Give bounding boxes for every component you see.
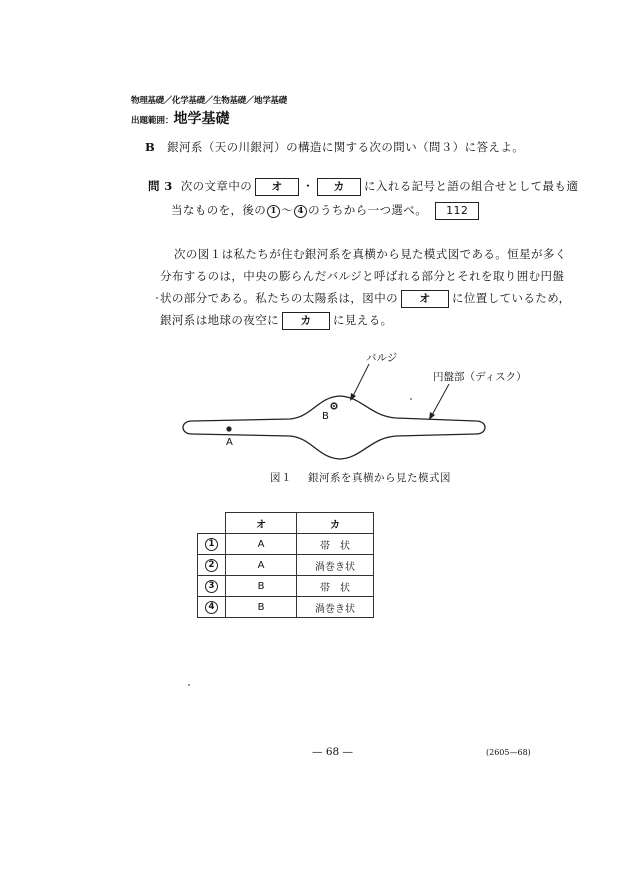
passage-text: 状の部分である。私たちの太陽系は，図中の xyxy=(160,291,398,305)
bulge-label: バルジ xyxy=(366,352,398,364)
answer-choices-table xyxy=(197,512,374,618)
figure-caption xyxy=(270,470,451,485)
document-code: (2605—68) xyxy=(486,748,531,757)
table-row[interactable] xyxy=(198,534,374,555)
answer-number-box[interactable]: 112 xyxy=(435,202,479,220)
ka-cell: 帯 状 xyxy=(297,534,374,555)
disk-arrow xyxy=(431,384,449,417)
passage-text: 銀河系は地球の夜空に xyxy=(160,313,279,327)
blank-o: オ xyxy=(401,290,449,308)
passage-line: 分布するのは，中央の膨らんだバルジと呼ばれる部分とそれを取り囲む円盤 xyxy=(160,269,565,283)
disk-label: 円盤部（ディスク） xyxy=(433,371,527,383)
passage-text: に位置しているため， xyxy=(452,291,571,305)
choice-number-icon: 1 xyxy=(205,538,218,551)
o-cell: B xyxy=(226,597,297,618)
choice-cell[interactable] xyxy=(198,597,226,618)
subjects-header: 物理基礎／化学基礎／生物基礎／地学基礎 xyxy=(131,96,287,106)
question-text: に入れる記号と語の組合せとして最も適 xyxy=(364,179,579,193)
choice-number-icon: 1 xyxy=(267,205,280,218)
choice-number-icon: 4 xyxy=(294,205,307,218)
separator: ・ xyxy=(302,179,315,193)
choice-number-icon: 4 xyxy=(205,601,218,614)
table-row[interactable] xyxy=(198,597,374,618)
blank-ka: カ xyxy=(317,178,361,196)
choice-cell[interactable] xyxy=(198,576,226,597)
choice-number-icon: 2 xyxy=(205,559,218,572)
table-header-o: オ xyxy=(226,513,297,534)
bulge-arrow xyxy=(352,364,369,398)
o-cell: A xyxy=(226,555,297,576)
range-tilde: ～ xyxy=(281,203,294,217)
figure-caption-text: 銀河系を真横から見た模式図 xyxy=(308,472,451,484)
scope-value: 地学基礎 xyxy=(173,111,230,127)
table-row[interactable] xyxy=(198,555,374,576)
scan-speck xyxy=(410,398,412,400)
section-letter: B xyxy=(145,140,156,154)
section-text: 銀河系（天の川銀河）の構造に関する次の問い（問３）に答えよ。 xyxy=(167,140,525,154)
scan-speck xyxy=(156,297,158,299)
o-cell: A xyxy=(226,534,297,555)
table-header-ka: カ xyxy=(297,513,374,534)
table-header-row xyxy=(198,513,374,534)
table-header-empty xyxy=(198,513,226,534)
question-number: 問 3 xyxy=(148,179,173,193)
ka-cell: 帯 状 xyxy=(297,576,374,597)
question-text: のうちから一つ選べ。 xyxy=(308,203,428,217)
scan-speck xyxy=(188,684,190,686)
ka-cell: 渦巻き状 xyxy=(297,597,374,618)
ka-cell: 渦巻き状 xyxy=(297,555,374,576)
o-cell: B xyxy=(226,576,297,597)
question-text: 次の文章中の xyxy=(180,179,253,193)
point-b-label: B xyxy=(322,411,329,422)
choice-number-icon: 3 xyxy=(205,580,218,593)
question-text: 当なものを，後の xyxy=(171,203,267,217)
scope-label: 出題範囲： xyxy=(131,116,174,126)
figure-number: 図１ xyxy=(270,472,292,484)
page-number: — 68 — xyxy=(312,746,354,758)
passage-line: 次の図１は私たちが住む銀河系を真横から見た模式図である。恒星が多く xyxy=(174,247,567,261)
point-b-center xyxy=(333,405,335,407)
point-a-label: A xyxy=(226,437,233,448)
point-a-marker xyxy=(226,426,231,431)
blank-ka: カ xyxy=(282,312,330,330)
choice-cell[interactable] xyxy=(198,555,226,576)
choice-cell[interactable] xyxy=(198,534,226,555)
table-row[interactable] xyxy=(198,576,374,597)
blank-o: オ xyxy=(255,178,299,196)
passage-text: に見える。 xyxy=(333,313,393,327)
